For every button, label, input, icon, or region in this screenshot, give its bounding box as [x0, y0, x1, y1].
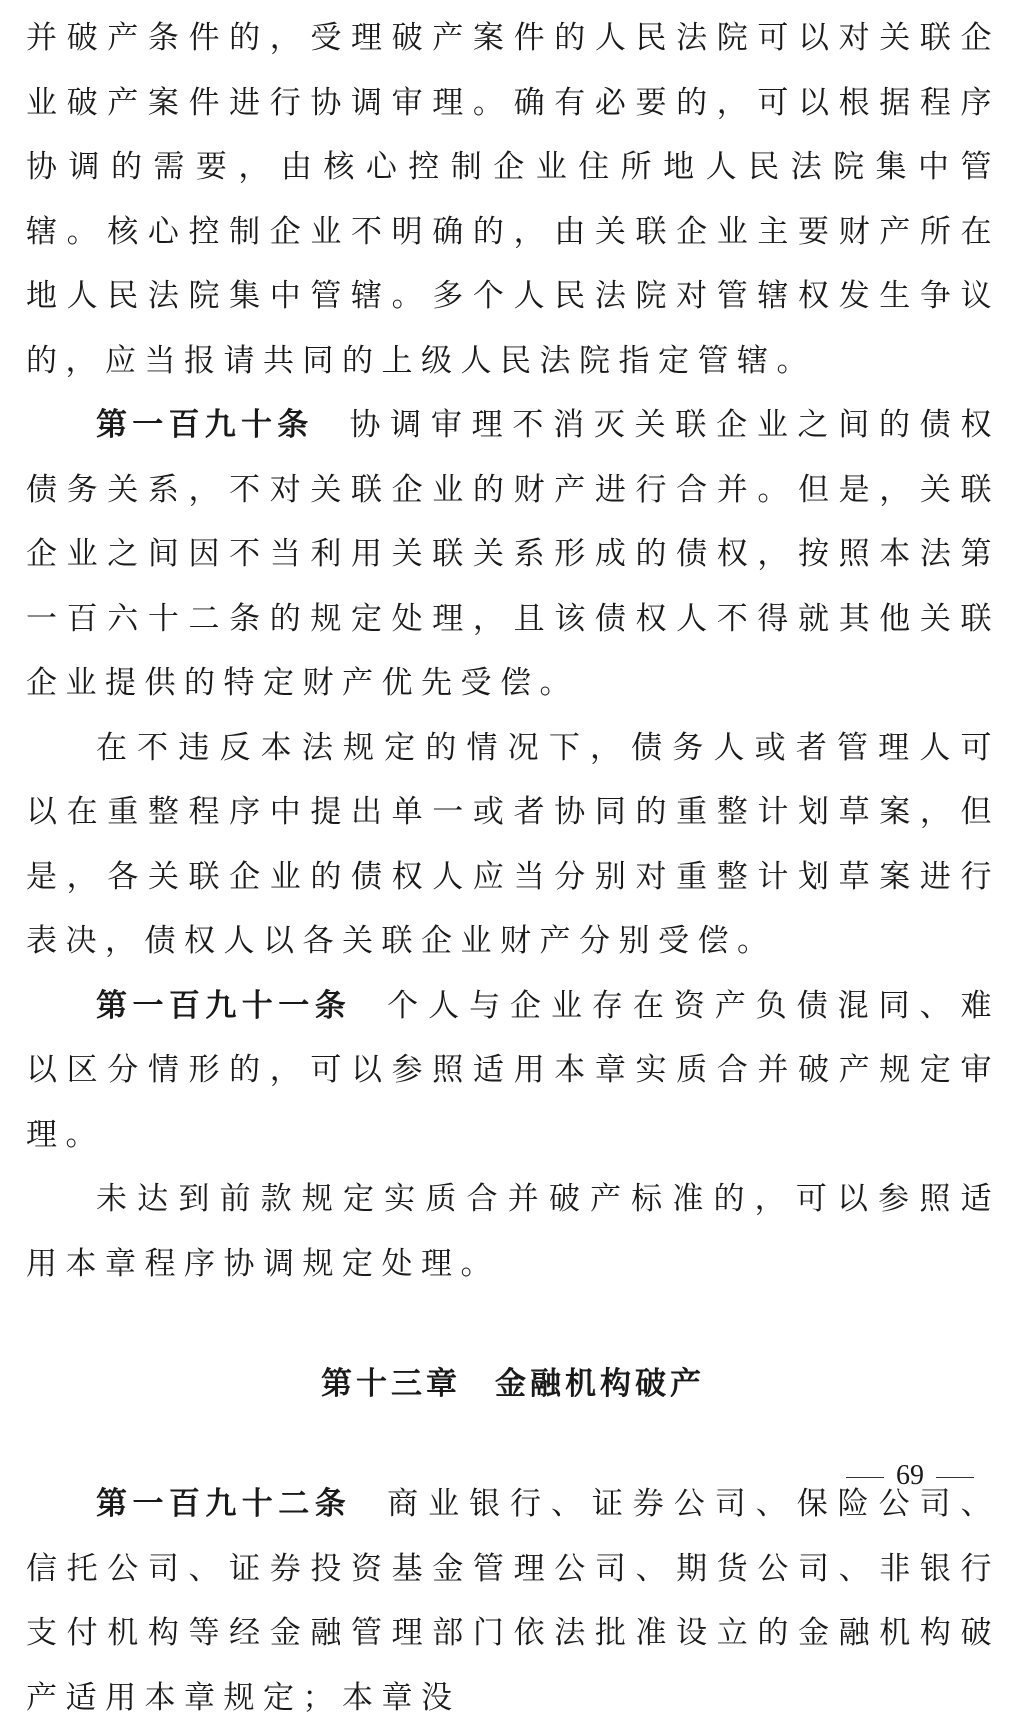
- dash-left: [846, 1477, 884, 1478]
- chapter-heading: [26, 1296, 1000, 1472]
- article-190-paragraph-2: [26, 716, 1000, 974]
- article-191-paragraph-2: [26, 1167, 1000, 1296]
- article-text: 商业银行、证券公司、保险公司、信托公司、证券投资基金管理公司、期货公司、非银行支付机构等经金融管理部门依法批准设立的金融机构破产适用本章规定；本章没: [26, 1486, 1001, 1716]
- page-number: [834, 1456, 986, 1496]
- article-192: [26, 1472, 1000, 1730]
- dash-right: [936, 1477, 974, 1478]
- article-text: 个人与企业存在资产负债混同、难以区分情形的，可以参照适用本章实质合并破产规定审理。: [26, 987, 1001, 1153]
- article-190: [26, 393, 1000, 716]
- paragraph-text: 未达到前款规定实质合并破产标准的，可以参照适用本章程序协调规定处理。: [26, 1181, 1000, 1282]
- paragraph-text: 在不违反本法规定的情况下，债务人或者管理人可以在重整程序中提出单一或者协同的重整计划草案，但是，各关联企业的债权人应当分别对重整计划草案进行表决，债权人以各关联企业财产分别受偿。: [26, 729, 1000, 959]
- paragraph-continued: [26, 6, 1000, 393]
- article-number: 第一百九十二条: [96, 1486, 352, 1522]
- chapter-title: 金融机构破产: [495, 1366, 705, 1402]
- article-text: 协调审理不消灭关联企业之间的债权债务关系，不对关联企业的财产进行合并。但是，关联企业之间因不当利用关联关系形成的债权，按照本法第一百六十二条的规定处理，且该债权人不得就其他关联企业提供的特定财产优先受偿。: [26, 407, 1001, 701]
- paragraph-text: 并破产条件的，受理破产案件的人民法院可以对关联企业破产案件进行协调审理。确有必要的，可以根据程序协调的需要，由核心控制企业住所地人民法院集中管辖。核心控制企业不明确的，由关联企业主要财产所在地人民法院集中管辖。多个人民法院对管辖权发生争议的，应当报请共同的上级人民法院指定管辖。: [26, 20, 1000, 379]
- page-number-value: 69: [896, 1460, 924, 1491]
- chapter-number: 第十三章: [321, 1366, 461, 1402]
- article-number: 第一百九十一条: [96, 987, 352, 1024]
- article-191: [26, 974, 1000, 1168]
- article-number: 第一百九十条: [96, 407, 314, 443]
